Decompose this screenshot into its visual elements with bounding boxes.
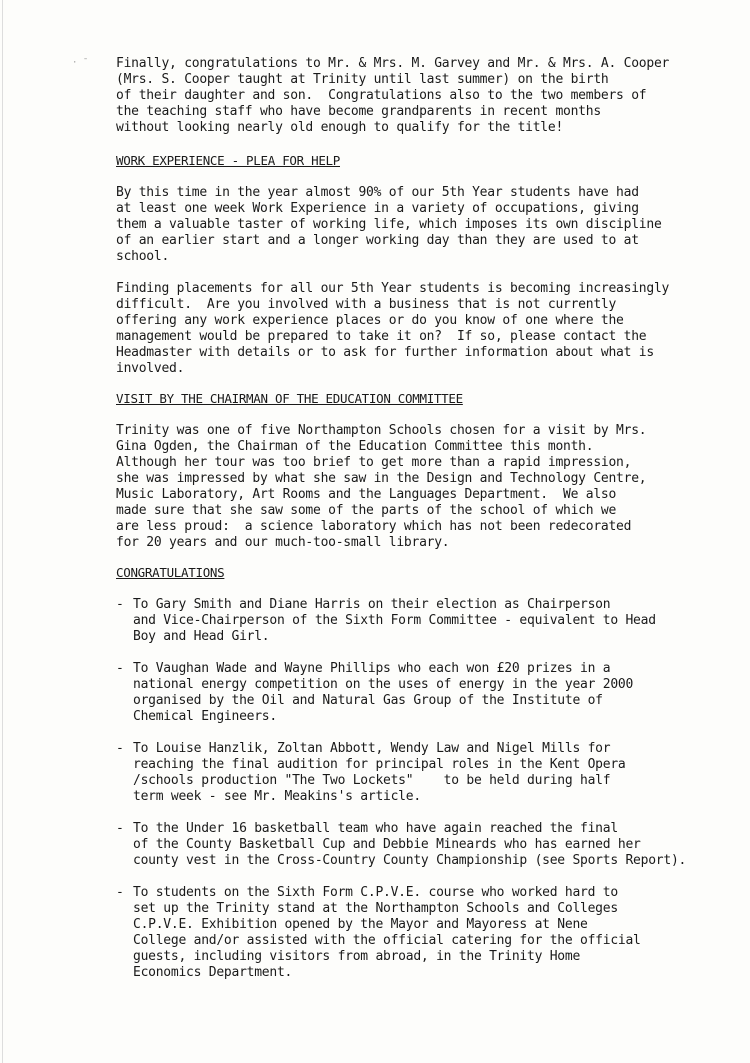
document-page	[116, 56, 716, 981]
list-item	[116, 597, 716, 645]
intro-paragraph: Finally, congratulations to Mr. & Mrs. M. Garvey and Mr. & Mrs. A. Cooper (Mrs. S. Cooper taught at Trinity until last summer) on the birth of their daughter and son. Congratulations also to the two members of the teaching staff who have become grandparents in recent months without looking nearly old enough to qualify for the title!	[116, 56, 670, 135]
list-dash: -	[116, 597, 124, 612]
list-item	[116, 885, 716, 981]
list-item-text: To Vaughan Wade and Wayne Phillips who each won £20 prizes in a national energy competition on the uses of energy in the year 2000 organised by the Oil and Natural Gas Group of the Institute of Chemical Engineers.	[133, 661, 634, 724]
list-item	[116, 821, 716, 869]
list-item-text: To the Under 16 basketball team who have again reached the final of the County Basketball Cup and Debbie Mineards who has earned her county vest in the Cross-Country County Championship (see Sports Report).	[133, 821, 687, 868]
visit-paragraph: Trinity was one of five Northampton Schools chosen for a visit by Mrs. Gina Ogden, the Chairman of the Education Committee this month. Although her tour was too brief to get more than a rapid impression, she was impressed by what she saw in the Design and Technology Centre, Music Laboratory, Art Rooms and the Languages Department. We also made sure that she saw some of the parts of the school of which we are less proud: a science laboratory which has not been redecorated for 20 years and our much-too-small library.	[116, 423, 647, 550]
list-item-text: To Louise Hanzlik, Zoltan Abbott, Wendy Law and Nigel Mills for reaching the final audition for principal roles in the Kent Opera /schools production "The Two Lockets" to be held during half term week - see Mr. Meakins's article.	[133, 741, 626, 804]
list-dash: -	[116, 821, 124, 836]
list-dash: -	[116, 741, 124, 756]
visit-heading: VISIT BY THE CHAIRMAN OF THE EDUCATION COMMITTEE	[116, 391, 463, 406]
list-dash: -	[116, 885, 124, 900]
margin-mark: · ¯	[72, 58, 89, 68]
list-item-text: To Gary Smith and Diane Harris on their election as Chairperson and Vice-Chairperson of the Sixth Form Committee - equivalent to Head Boy and Head Girl.	[133, 597, 656, 644]
work-experience-paragraph-1: By this time in the year almost 90% of our 5th Year students have had at least one week Work Experience in a variety of occupations, giving them a valuable taster of working life, which imposes its own discipline of an earlier start and a longer working day than they are used to at school.	[116, 185, 662, 264]
congratulations-heading: CONGRATULATIONS	[116, 565, 225, 580]
list-item	[116, 661, 716, 725]
list-dash: -	[116, 661, 124, 676]
work-experience-heading: WORK EXPERIENCE - PLEA FOR HELP	[116, 153, 340, 168]
work-experience-paragraph-2: Finding placements for all our 5th Year students is becoming increasingly difficult. Are you involved with a business that is not currently offering any work experience places or do you know of one where the management would be prepared to take it on? If so, please contact the Headmaster with details or to ask for further information about what is involved.	[116, 281, 670, 376]
list-item-text: To students on the Sixth Form C.P.V.E. course who worked hard to set up the Trinity stand at the Northampton Schools and Colleges C.P.V.E. Exhibition opened by the Mayor and Mayoress at Nene College and/or assisted with the official catering for the official guests, including visitors from abroad, in the Trinity Home Economics Department.	[133, 885, 641, 980]
left-page-edge	[2, 0, 3, 1063]
list-item	[116, 741, 716, 805]
